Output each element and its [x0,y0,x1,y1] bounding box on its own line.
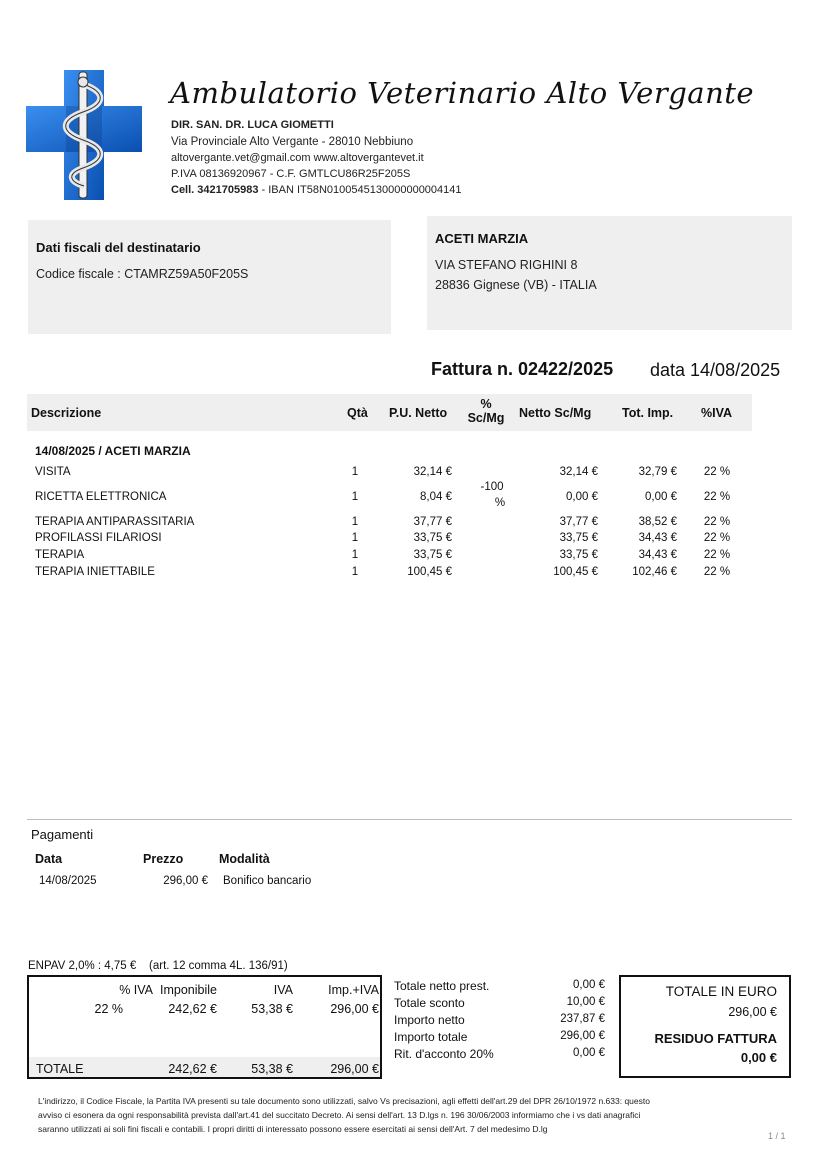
payments-col-prezzo: Prezzo [143,852,184,866]
item-description: TERAPIA [35,549,85,561]
iva-total-imponibile: 242,62 € [168,1062,217,1076]
item-unit-price: 100,45 € [407,566,452,578]
item-unit-price: 33,75 € [413,532,452,544]
payments-title: Pagamenti [31,827,94,842]
recipient-address-box [427,216,792,330]
item-quantity: 1 [351,491,359,503]
col-sconto-line1: % [480,397,492,411]
col-sconto [462,397,510,425]
iva-col-imponibile: Imponibile [160,983,217,997]
item-iva: 22 % [703,532,731,544]
item-iva: 22 % [703,491,731,503]
enpav-line [28,960,288,972]
col-descrizione: Descrizione [31,406,102,420]
col-tot-imp: Tot. Imp. [622,406,674,420]
col-qta: Qtà [347,406,368,420]
iva-row-pct: 22 % [94,1002,123,1016]
recipient-fiscal-box [28,220,391,334]
iva-total-imp-iva: 296,00 € [330,1062,379,1076]
section-divider [27,819,792,820]
clinic-logo [26,70,142,200]
item-description: RICETTA ELETTRONICA [35,491,167,503]
item-quantity: 1 [351,516,359,528]
total-euro-box [619,975,791,1078]
iva-col-imp-iva: Imp.+IVA [328,983,379,997]
item-total: 34,43 € [638,532,677,544]
item-unit-price: 8,04 € [420,491,452,503]
recipient-fiscal-title: Dati fiscali del destinatario [36,240,201,255]
item-description: PROFILASSI FILARIOSI [35,532,162,544]
item-net: 0,00 € [566,491,598,503]
item-quantity: 1 [351,532,359,544]
item-iva: 22 % [703,549,731,561]
item-quantity: 1 [351,466,359,478]
iva-summary-box [27,975,382,1079]
total-euro-value: 296,00 € [728,1005,777,1019]
recipient-street: VIA STEFANO RIGHINI 8 [435,258,578,272]
item-description: VISITA [35,466,71,478]
totals-label: Importo netto [394,1013,465,1027]
iva-col-iva: IVA [273,983,293,997]
col-pu-netto: P.U. Netto [389,406,448,420]
footer-line-3: saranno utilizzati ai soli fini fiscali e contabili. I propri diritti di interessato possono essere esercitati ai sensi dell'Art. 7 del medesimo D.lg [38,1124,548,1134]
clinic-cell: Cell. 3421705983 [171,184,259,196]
clinic-piva: P.IVA 08136920967 - C.F. GMTLCU86R25F205S [171,168,411,180]
footer-line-2: avviso ci esonera da ogni responsabilità prevista dall'art.41 del succitato Decreto. Ai sensi dell'art. 13 D.lgs n. 196 30/06/2003 informiamo che i vs dati anagrafici [38,1110,641,1120]
totals-label: Totale sconto [394,996,465,1010]
payment-amount: 296,00 € [163,875,208,887]
page-number: 1 / 1 [768,1131,786,1141]
item-quantity: 1 [351,549,359,561]
col-netto-sc: Netto Sc/Mg [519,406,592,420]
totals-label: Importo totale [394,1030,468,1044]
item-discount-unit: % [494,497,506,509]
recipient-name: ACETI MARZIA [435,231,529,246]
item-unit-price: 37,77 € [413,516,452,528]
payments-col-modalita: Modalità [219,852,270,866]
item-unit-price: 32,14 € [413,466,452,478]
iva-total-label: TOTALE [36,1062,84,1076]
payments-col-data: Data [35,852,63,866]
invoice-date: data 14/08/2025 [650,360,781,380]
iva-row-imponibile: 242,62 € [168,1002,217,1016]
totals-value: 296,00 € [560,1030,605,1042]
clinic-cell-iban [171,184,462,196]
item-net: 33,75 € [559,549,598,561]
recipient-codice-fiscale: Codice fiscale : CTAMRZ59A50F205S [36,267,249,281]
item-total: 38,52 € [638,516,677,528]
item-total: 34,43 € [638,549,677,561]
footer-line-1: L'indirizzo, il Codice Fiscale, la Partita IVA presenti su tale documento sono utilizzati, salvo Vs precisazioni, agli effetti dell'art.29 del DPR 26/10/1972 n.633: questo [38,1096,650,1106]
item-total: 0,00 € [645,491,677,503]
payment-method: Bonifico bancario [223,875,312,887]
iva-row-imp-iva: 296,00 € [330,1002,379,1016]
item-total: 102,46 € [632,566,677,578]
clinic-name: Ambulatorio Veterinario Alto Vergante [170,76,755,110]
item-quantity: 1 [351,566,359,578]
totals-label: Totale netto prest. [394,979,490,993]
clinic-contacts: altovergante.vet@gmail.com www.altovergantevet.it [171,152,424,164]
item-discount: -100 [480,481,504,493]
totals-value: 0,00 € [573,979,605,991]
clinic-address: Via Provinciale Alto Vergante - 28010 Nebbiuno [171,136,414,148]
invoice-number: Fattura n. 02422/2025 [431,359,614,379]
totals-value: 10,00 € [566,996,605,1008]
enpav-note: (art. 12 comma 4L. 136/91) [149,960,288,972]
item-net: 32,14 € [559,466,598,478]
item-unit-price: 33,75 € [413,549,452,561]
total-euro-label: TOTALE IN EURO [665,984,777,999]
recipient-city: 28836 Gignese (VB) - ITALIA [435,278,597,292]
item-total: 32,79 € [638,466,677,478]
item-description: TERAPIA INIETTABILE [35,566,155,578]
item-net: 33,75 € [559,532,598,544]
privacy-footer [38,1094,728,1136]
director-name: DIR. SAN. DR. LUCA GIOMETTI [171,119,334,131]
items-group-title: 14/08/2025 / ACETI MARZIA [35,444,191,458]
payment-date: 14/08/2025 [39,875,97,887]
clinic-iban: - IBAN IT58N0100545130000000004141 [258,184,462,196]
totals-label: Rit. d'acconto 20% [394,1047,494,1061]
item-iva: 22 % [703,566,731,578]
item-iva: 22 % [703,516,731,528]
iva-row-iva: 53,38 € [251,1002,293,1016]
totals-value: 0,00 € [573,1047,605,1059]
totals-value: 237,87 € [560,1013,605,1025]
item-net: 37,77 € [559,516,598,528]
iva-total-iva: 53,38 € [251,1062,293,1076]
item-iva: 22 % [703,466,731,478]
item-description: TERAPIA ANTIPARASSITARIA [35,516,195,528]
col-iva: %IVA [701,406,733,420]
enpav-label: ENPAV 2,0% : 4,75 € [28,960,137,972]
item-net: 100,45 € [553,566,598,578]
iva-col-pct: % IVA [119,983,153,997]
residuo-label: RESIDUO FATTURA [654,1031,777,1046]
col-sconto-line2: Sc/Mg [467,411,505,425]
residuo-value: 0,00 € [740,1050,777,1065]
